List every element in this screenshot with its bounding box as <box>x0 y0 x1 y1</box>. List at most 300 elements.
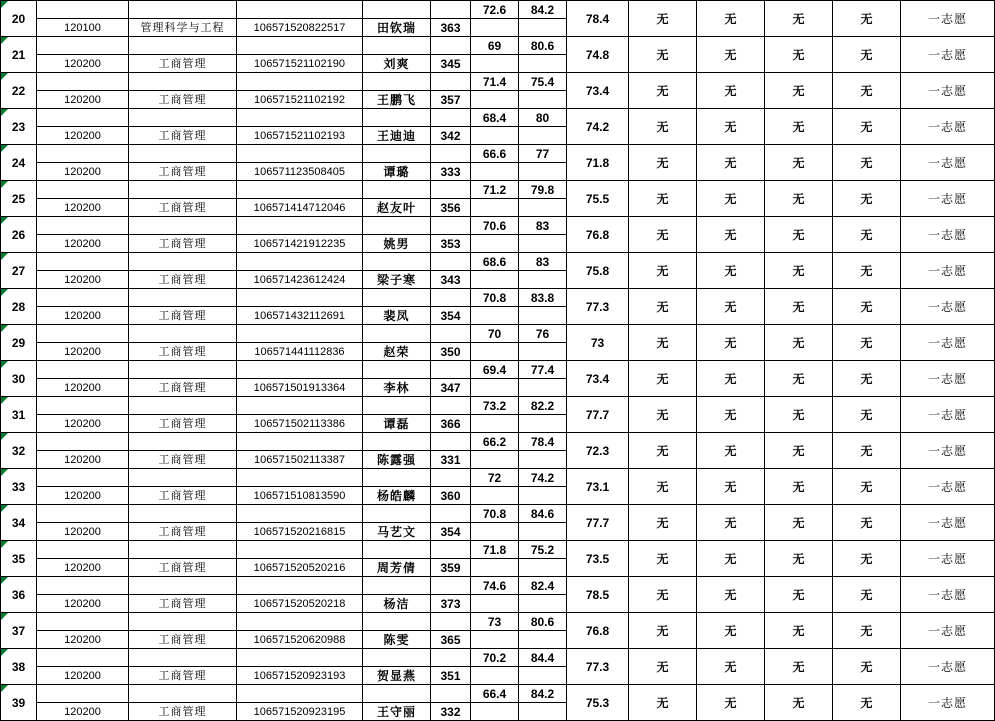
blank-cell-s1 <box>471 451 519 469</box>
note-2: 无 <box>697 1 765 37</box>
score-3: 73.5 <box>567 541 629 577</box>
blank-cell-s1 <box>471 415 519 433</box>
blank-cell-s1 <box>471 523 519 541</box>
candidate-name: 姚男 <box>363 235 431 253</box>
blank-cell-exam <box>237 397 363 415</box>
score-3: 75.3 <box>567 685 629 721</box>
blank-cell-s2 <box>519 307 567 325</box>
row-index-label: 33 <box>11 479 26 494</box>
blank-cell-exam <box>237 145 363 163</box>
blank-cell-code <box>37 325 129 343</box>
blank-cell-major <box>129 181 237 199</box>
row-index-label: 22 <box>11 83 26 98</box>
blank-cell-total <box>431 577 471 595</box>
candidate-name: 裴凤 <box>363 307 431 325</box>
note-1: 无 <box>629 361 697 397</box>
note-3: 无 <box>765 109 833 145</box>
note-2: 无 <box>697 613 765 649</box>
blank-cell-total <box>431 505 471 523</box>
note-4: 无 <box>833 577 901 613</box>
blank-cell-code <box>37 433 129 451</box>
exam-number: 106571520520216 <box>237 559 363 577</box>
exam-number: 106571502113386 <box>237 415 363 433</box>
wish-label: 一志愿 <box>901 541 995 577</box>
note-1: 无 <box>629 577 697 613</box>
major-code: 120200 <box>37 163 129 181</box>
wish-label: 一志愿 <box>901 325 995 361</box>
major-name: 工商管理 <box>129 415 237 433</box>
score-2: 75.2 <box>519 541 567 559</box>
major-code: 120200 <box>37 631 129 649</box>
comment-flag-icon <box>1 37 8 44</box>
note-2: 无 <box>697 145 765 181</box>
exam-number: 106571423612424 <box>237 271 363 289</box>
blank-cell-total <box>431 181 471 199</box>
exam-number: 106571421912235 <box>237 235 363 253</box>
score-2: 83.8 <box>519 289 567 307</box>
row-index-label: 36 <box>11 587 26 602</box>
note-1: 无 <box>629 433 697 469</box>
blank-cell-major <box>129 253 237 271</box>
blank-cell-total <box>431 145 471 163</box>
note-1: 无 <box>629 1 697 37</box>
blank-cell-code <box>37 505 129 523</box>
blank-cell-exam <box>237 217 363 235</box>
candidate-name: 周芳倩 <box>363 559 431 577</box>
blank-cell-total <box>431 37 471 55</box>
note-1: 无 <box>629 73 697 109</box>
table-row <box>1 37 995 55</box>
major-name: 工商管理 <box>129 127 237 145</box>
blank-cell-s2 <box>519 343 567 361</box>
total-score: 351 <box>431 667 471 685</box>
wish-label: 一志愿 <box>901 577 995 613</box>
row-index <box>1 145 37 181</box>
note-3: 无 <box>765 325 833 361</box>
candidate-name: 马艺文 <box>363 523 431 541</box>
blank-cell-name <box>363 73 431 91</box>
comment-flag-icon <box>1 613 8 620</box>
row-index <box>1 361 37 397</box>
score-2: 79.8 <box>519 181 567 199</box>
row-index-label: 20 <box>11 11 26 26</box>
note-2: 无 <box>697 253 765 289</box>
major-code: 120200 <box>37 523 129 541</box>
row-index <box>1 181 37 217</box>
score-3: 73 <box>567 325 629 361</box>
major-code: 120200 <box>37 559 129 577</box>
note-2: 无 <box>697 109 765 145</box>
note-4: 无 <box>833 541 901 577</box>
score-1: 70.8 <box>471 289 519 307</box>
blank-cell-exam <box>237 433 363 451</box>
table-row <box>1 577 995 595</box>
blank-cell-s2 <box>519 559 567 577</box>
major-code: 120200 <box>37 487 129 505</box>
wish-label: 一志愿 <box>901 685 995 721</box>
major-code: 120200 <box>37 91 129 109</box>
blank-cell-total <box>431 109 471 127</box>
comment-flag-icon <box>1 505 8 512</box>
table-row <box>1 649 995 667</box>
blank-cell-code <box>37 289 129 307</box>
row-index <box>1 577 37 613</box>
note-1: 无 <box>629 289 697 325</box>
note-1: 无 <box>629 685 697 721</box>
table-row <box>1 181 995 199</box>
comment-flag-icon <box>1 469 8 476</box>
candidate-name: 王守丽 <box>363 703 431 721</box>
score-3: 73.4 <box>567 73 629 109</box>
score-1: 72.6 <box>471 1 519 19</box>
blank-cell-name <box>363 1 431 19</box>
note-1: 无 <box>629 109 697 145</box>
blank-cell-major <box>129 649 237 667</box>
wish-label: 一志愿 <box>901 433 995 469</box>
wish-label: 一志愿 <box>901 289 995 325</box>
note-1: 无 <box>629 325 697 361</box>
major-code: 120200 <box>37 127 129 145</box>
note-1: 无 <box>629 541 697 577</box>
total-score: 360 <box>431 487 471 505</box>
blank-cell-code <box>37 253 129 271</box>
exam-number: 106571502113387 <box>237 451 363 469</box>
blank-cell-s1 <box>471 127 519 145</box>
blank-cell-s2 <box>519 163 567 181</box>
blank-cell-major <box>129 433 237 451</box>
note-2: 无 <box>697 325 765 361</box>
note-2: 无 <box>697 433 765 469</box>
wish-label: 一志愿 <box>901 253 995 289</box>
score-3: 75.8 <box>567 253 629 289</box>
score-1: 71.2 <box>471 181 519 199</box>
exam-number: 106571520822517 <box>237 19 363 37</box>
score-1: 68.4 <box>471 109 519 127</box>
note-4: 无 <box>833 613 901 649</box>
blank-cell-exam <box>237 577 363 595</box>
blank-cell-code <box>37 1 129 19</box>
row-index-label: 31 <box>11 407 26 422</box>
row-index-label: 28 <box>11 299 26 314</box>
blank-cell-name <box>363 433 431 451</box>
blank-cell-s2 <box>519 271 567 289</box>
table-row <box>1 541 995 559</box>
score-2: 82.4 <box>519 577 567 595</box>
row-index-label: 38 <box>11 659 26 674</box>
score-1: 69 <box>471 37 519 55</box>
note-1: 无 <box>629 181 697 217</box>
score-1: 70 <box>471 325 519 343</box>
major-name: 工商管理 <box>129 55 237 73</box>
score-1: 70.6 <box>471 217 519 235</box>
note-4: 无 <box>833 73 901 109</box>
major-name: 工商管理 <box>129 343 237 361</box>
score-3: 72.3 <box>567 433 629 469</box>
score-3: 74.2 <box>567 109 629 145</box>
blank-cell-s1 <box>471 667 519 685</box>
blank-cell-s2 <box>519 523 567 541</box>
blank-cell-s1 <box>471 271 519 289</box>
blank-cell-s2 <box>519 667 567 685</box>
score-1: 71.4 <box>471 73 519 91</box>
score-2: 80.6 <box>519 37 567 55</box>
row-index <box>1 217 37 253</box>
note-2: 无 <box>697 541 765 577</box>
score-2: 80 <box>519 109 567 127</box>
score-3: 75.5 <box>567 181 629 217</box>
note-4: 无 <box>833 685 901 721</box>
blank-cell-name <box>363 253 431 271</box>
candidate-name: 刘爽 <box>363 55 431 73</box>
note-3: 无 <box>765 1 833 37</box>
major-code: 120200 <box>37 271 129 289</box>
table-row <box>1 145 995 163</box>
note-3: 无 <box>765 469 833 505</box>
score-1: 66.2 <box>471 433 519 451</box>
row-index <box>1 325 37 361</box>
blank-cell-major <box>129 505 237 523</box>
blank-cell-code <box>37 685 129 703</box>
score-2: 74.2 <box>519 469 567 487</box>
row-index <box>1 541 37 577</box>
blank-cell-s2 <box>519 451 567 469</box>
note-4: 无 <box>833 505 901 541</box>
major-code: 120100 <box>37 19 129 37</box>
score-1: 72 <box>471 469 519 487</box>
total-score: 357 <box>431 91 471 109</box>
blank-cell-major <box>129 1 237 19</box>
blank-cell-exam <box>237 613 363 631</box>
blank-cell-major <box>129 685 237 703</box>
blank-cell-s2 <box>519 631 567 649</box>
blank-cell-name <box>363 577 431 595</box>
row-index <box>1 289 37 325</box>
blank-cell-s2 <box>519 91 567 109</box>
exam-number: 106571520923193 <box>237 667 363 685</box>
exam-number: 106571510813590 <box>237 487 363 505</box>
major-name: 工商管理 <box>129 235 237 253</box>
major-name: 工商管理 <box>129 163 237 181</box>
blank-cell-major <box>129 289 237 307</box>
note-2: 无 <box>697 37 765 73</box>
blank-cell-total <box>431 433 471 451</box>
row-index <box>1 433 37 469</box>
exam-number: 106571521102190 <box>237 55 363 73</box>
total-score: 354 <box>431 523 471 541</box>
wish-label: 一志愿 <box>901 613 995 649</box>
note-1: 无 <box>629 217 697 253</box>
blank-cell-exam <box>237 1 363 19</box>
major-name: 工商管理 <box>129 667 237 685</box>
note-1: 无 <box>629 613 697 649</box>
candidate-name: 王迪迪 <box>363 127 431 145</box>
blank-cell-code <box>37 613 129 631</box>
blank-cell-s1 <box>471 307 519 325</box>
blank-cell-total <box>431 325 471 343</box>
wish-label: 一志愿 <box>901 181 995 217</box>
comment-flag-icon <box>1 433 8 440</box>
score-3: 77.3 <box>567 289 629 325</box>
candidate-name: 赵荣 <box>363 343 431 361</box>
note-4: 无 <box>833 253 901 289</box>
row-index <box>1 253 37 289</box>
row-index-label: 30 <box>11 371 26 386</box>
score-2: 76 <box>519 325 567 343</box>
major-name: 工商管理 <box>129 703 237 721</box>
major-name: 工商管理 <box>129 451 237 469</box>
note-1: 无 <box>629 649 697 685</box>
table-row <box>1 253 995 271</box>
score-3: 74.8 <box>567 37 629 73</box>
row-index <box>1 505 37 541</box>
blank-cell-name <box>363 289 431 307</box>
note-3: 无 <box>765 181 833 217</box>
blank-cell-total <box>431 397 471 415</box>
comment-flag-icon <box>1 1 8 8</box>
note-4: 无 <box>833 217 901 253</box>
blank-cell-code <box>37 181 129 199</box>
blank-cell-s2 <box>519 487 567 505</box>
note-3: 无 <box>765 433 833 469</box>
note-2: 无 <box>697 505 765 541</box>
candidate-name: 李林 <box>363 379 431 397</box>
exam-number: 106571521102193 <box>237 127 363 145</box>
table-row <box>1 325 995 343</box>
note-2: 无 <box>697 289 765 325</box>
note-1: 无 <box>629 505 697 541</box>
blank-cell-major <box>129 541 237 559</box>
blank-cell-exam <box>237 505 363 523</box>
note-3: 无 <box>765 541 833 577</box>
blank-cell-s2 <box>519 235 567 253</box>
table-row <box>1 73 995 91</box>
blank-cell-name <box>363 397 431 415</box>
blank-cell-s1 <box>471 487 519 505</box>
row-index <box>1 469 37 505</box>
note-4: 无 <box>833 109 901 145</box>
candidate-name: 杨洁 <box>363 595 431 613</box>
note-3: 无 <box>765 397 833 433</box>
candidate-name: 梁子寒 <box>363 271 431 289</box>
table-row <box>1 109 995 127</box>
score-1: 70.2 <box>471 649 519 667</box>
note-2: 无 <box>697 649 765 685</box>
score-3: 77.3 <box>567 649 629 685</box>
blank-cell-s2 <box>519 19 567 37</box>
blank-cell-name <box>363 361 431 379</box>
blank-cell-code <box>37 397 129 415</box>
wish-label: 一志愿 <box>901 109 995 145</box>
row-index <box>1 1 37 37</box>
blank-cell-name <box>363 505 431 523</box>
table-row <box>1 1 995 19</box>
score-2: 83 <box>519 217 567 235</box>
table-row <box>1 361 995 379</box>
blank-cell-exam <box>237 289 363 307</box>
blank-cell-total <box>431 73 471 91</box>
blank-cell-exam <box>237 37 363 55</box>
total-score: 354 <box>431 307 471 325</box>
score-3: 71.8 <box>567 145 629 181</box>
note-4: 无 <box>833 37 901 73</box>
row-index <box>1 397 37 433</box>
blank-cell-exam <box>237 109 363 127</box>
blank-cell-exam <box>237 361 363 379</box>
score-2: 77 <box>519 145 567 163</box>
note-3: 无 <box>765 253 833 289</box>
score-1: 66.6 <box>471 145 519 163</box>
candidate-name: 王鹏飞 <box>363 91 431 109</box>
blank-cell-name <box>363 613 431 631</box>
total-score: 363 <box>431 19 471 37</box>
blank-cell-s1 <box>471 703 519 721</box>
major-name: 工商管理 <box>129 487 237 505</box>
major-code: 120200 <box>37 451 129 469</box>
blank-cell-s1 <box>471 235 519 253</box>
candidate-name: 陈露强 <box>363 451 431 469</box>
blank-cell-code <box>37 145 129 163</box>
exam-number: 106571520620988 <box>237 631 363 649</box>
note-1: 无 <box>629 397 697 433</box>
major-name: 管理科学与工程 <box>129 19 237 37</box>
major-name: 工商管理 <box>129 199 237 217</box>
total-score: 373 <box>431 595 471 613</box>
blank-cell-code <box>37 73 129 91</box>
note-4: 无 <box>833 181 901 217</box>
exam-number: 106571520520218 <box>237 595 363 613</box>
candidate-name: 陈雯 <box>363 631 431 649</box>
blank-cell-name <box>363 541 431 559</box>
blank-cell-exam <box>237 253 363 271</box>
blank-cell-code <box>37 109 129 127</box>
score-1: 69.4 <box>471 361 519 379</box>
blank-cell-code <box>37 361 129 379</box>
note-4: 无 <box>833 433 901 469</box>
note-2: 无 <box>697 397 765 433</box>
note-2: 无 <box>697 469 765 505</box>
note-3: 无 <box>765 37 833 73</box>
total-score: 333 <box>431 163 471 181</box>
comment-flag-icon <box>1 577 8 584</box>
blank-cell-s1 <box>471 19 519 37</box>
blank-cell-major <box>129 469 237 487</box>
total-score: 365 <box>431 631 471 649</box>
major-code: 120200 <box>37 667 129 685</box>
score-2: 84.2 <box>519 685 567 703</box>
major-name: 工商管理 <box>129 307 237 325</box>
table-row <box>1 613 995 631</box>
wish-label: 一志愿 <box>901 397 995 433</box>
table-row <box>1 469 995 487</box>
note-3: 无 <box>765 649 833 685</box>
note-4: 无 <box>833 397 901 433</box>
score-1: 73.2 <box>471 397 519 415</box>
score-2: 82.2 <box>519 397 567 415</box>
blank-cell-total <box>431 685 471 703</box>
blank-cell-name <box>363 181 431 199</box>
comment-flag-icon <box>1 217 8 224</box>
row-index-label: 34 <box>11 515 26 530</box>
candidate-name: 杨皓麟 <box>363 487 431 505</box>
major-code: 120200 <box>37 307 129 325</box>
blank-cell-name <box>363 325 431 343</box>
score-2: 84.4 <box>519 649 567 667</box>
blank-cell-total <box>431 649 471 667</box>
note-3: 无 <box>765 577 833 613</box>
table-row <box>1 505 995 523</box>
blank-cell-major <box>129 577 237 595</box>
row-index-label: 35 <box>11 551 26 566</box>
